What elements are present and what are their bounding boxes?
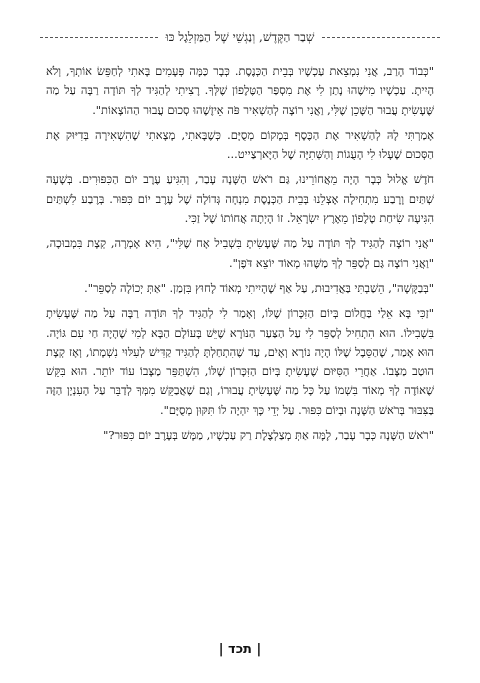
paragraph: "אֲנִי רוֹצָה לְהַגִּיד לְךָ תּוֹדָה עַל מַה שֶּׁעָשִׂיתָ בִּשְׁבִיל אָח שֶׁלִּי", הִיא אָמְרָה, קְצָת בִּמְבוּכָה, "וַאֲנִי רוֹצָה גַּם לְסַפֵּר לְךָ מַשֶּׁהוּ מְאוֹד יוֹצֵא דֹּפֶן". (46, 236, 434, 270)
paragraph: "רֹאשׁ הַשָּׁנָה כְּבָר עָבַר, לָמָּה אַתְּ מְצַלְצֶלֶת רַק עַכְשָׁיו, מַמָּשׁ בְּעֶרֶב יוֹם כִּפּוּר?" (103, 428, 434, 443)
paragraph: "זַכִּי בָּא אֵלַי בַּחֲלוֹם בְּיוֹם הַזִּכָּרוֹן שֶׁלּוֹ, וְאָמַר לִי לְהַגִּיד לְךָ תּוֹדָה רַבָּה עַל מַה שֶּׁעָשִׂיתָ בִּשְׁבִילוֹ. הוּא הִתְחִיל לְסַפֵּר לִי עַל הַצַּעַר הַנּוֹרָא שֶׁיֵּשׁ בָּעוֹלָם הַבָּא לְמִי שֶׁהָיָה חַי עִם גּוֹיָה. הוּא אָמַר, שֶׁהַסֵּבֶל שֶׁלּוֹ הָיָה נוֹרָא וְאָיֹם, עַד שֶׁהִתְחַלְתָּ לְהַגִּיד קַדִּישׁ לְעִלּוּי נִשְׁמָתוֹ, וְאָז קְצָת הוּטַב מַצָּבוֹ. אַחֲרֵי הַסִּיּוּם שֶׁעָשִׂיתָ בְּיוֹם הַזִּכָּרוֹן שֶׁלּוֹ, הִשְׁתַּפֵּר מַצָּבוֹ עוֹד יוֹתֵר. הוּא בִּקֵּשׁ שֶׁאוֹדֶה לְךָ מְאוֹד בִּשְׁמוֹ עַל כָּל מַה שֶּׁעָשִׂיתָ עֲבוּרוֹ, וְגַם שֶׁאֲבַקֵּשׁ מִמְּךָ לְדַבֵּר עַל הָעִנְיָן הַזֶּה בַּצִּבּוּר בְּרֹאשׁ הַשָּׁנָה וּבְיוֹם כִּפּוּר. עַל יְדֵי כָּךְ יִהְיֶה לוֹ תִּקּוּן מְסֻיָּם". (46, 306, 434, 417)
header-rule-right (322, 37, 440, 38)
running-title: שְׁבַר הַקֶּדֶשׁ, וְנַגְשֵׁי שֶׁל הַמַּזְלֵגָל כּוּ (165, 30, 315, 44)
body-text (46, 62, 434, 451)
running-header (40, 30, 440, 45)
header-rule-left (40, 37, 158, 38)
paragraph: אָמַרְתִּי לָהּ לְהַשְׁאִיר אֶת הַכֶּסֶף בְּמָקוֹם מְסֻיָּם. כְּשֶׁבָּאתִי, מָצָאתִי שֶׁהִשְׁאִירָה בְּדִיּוּק אֶת הַסְּכוּם שֶׁעָלוּ לִי הָעֻגוֹת וְהַשְּׁתִיָּה שֶׁל הַיָּארְצַייט... (46, 127, 434, 162)
paragraph: "כְּבוֹד הָרַב, אֲנִי נִמְצֵאת עַכְשָׁיו בְּבֵית הַכְּנֶסֶת. כְּבָר כַּמָּה פְּעָמִים בָּאתִי לְחַפֵּשׂ אוֹתְךָ, וְלֹא הָיִיתָ. עַכְשָׁיו מִישֶׁהוּ נָתַן לִי אֶת מִסְפַּר הַטֶּלֶפוֹן שֶׁלְּךָ. רָצִיתִי לְהַגִּיד לְךָ תּוֹדָה רַבָּה עַל מַה שֶּׁעָשִׂיתָ עֲבוּר הַשָּׁכֵן שֶׁלִּי, וַאֲנִי רוֹצָה לְהַשְׁאִיר פֹּה אֵיזֶשֶׁהוּ סְכוּם עֲבוּר הַהוֹצָאוֹת". (46, 64, 434, 117)
paragraph: "בְּבַקָּשָׁה", הֵשַׁבְתִּי בַּאֲדִיבוּת, עַל אַף שֶׁהָיִיתִי מְאוֹד לָחוּץ בִּזְמַן. "אַתְּ יְכוֹלָה לְסַפֵּר". (84, 280, 434, 295)
page-number: | תכד | (218, 642, 262, 657)
paragraph: חֹדֶשׁ אֱלוּל כְּבָר הָיָה מֵאֲחוֹרֵינוּ, גַּם רֹאשׁ הַשָּׁנָה עָבַר, וְהִגִּיעַ עֶרֶב יוֹם הַכִּפּוּרִים. בְּשָׁעָה שְׁתַּיִם וָרֶבַע מִתְחִילָה אֶצְלֵנוּ בְּבֵית הַכְּנֶסֶת מִנְחָה גְּדוֹלָה שֶׁל עֶרֶב יוֹם כִּפּוּר. בְּרֶבַע לִשְׁתַּיִם הִגִּיעָה שִׂיחַת טֶלֶפוֹן מֵאֶרֶץ יִשְׂרָאֵל. זוֹ הָיְתָה אֲחוֹתוֹ שֶׁל זַכִּי. (46, 172, 434, 226)
